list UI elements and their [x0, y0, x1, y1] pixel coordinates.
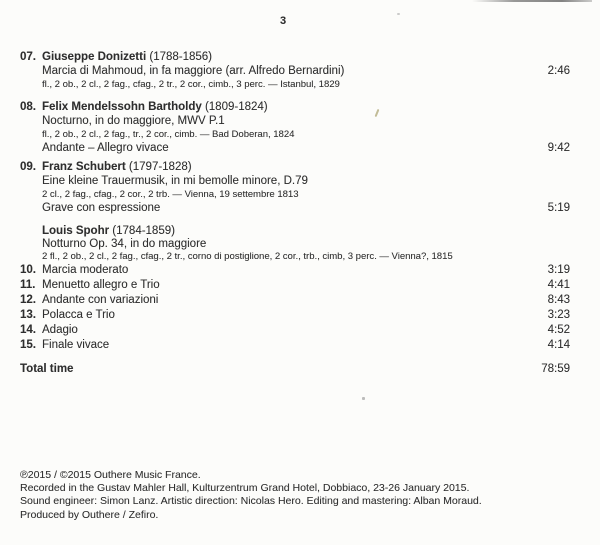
scan-speck: [362, 397, 365, 400]
movement-title: Andante con variazioni: [42, 294, 159, 306]
track-section-07: [20, 50, 570, 91]
composer-line: [20, 160, 570, 174]
movement-title: Finale vivace: [42, 339, 110, 351]
track-duration: 3:19: [547, 264, 570, 276]
movement-title: Marcia moderato: [42, 264, 129, 276]
track-section-08: [20, 100, 570, 155]
movement-row: [20, 338, 570, 353]
credits-block: [20, 469, 570, 522]
work-title-line: [20, 174, 570, 188]
composer-dates: (1784-1859): [112, 225, 175, 237]
composer-and-dates: [42, 225, 175, 238]
movement-row: [20, 323, 570, 338]
track-number: 09.: [20, 161, 36, 173]
movement-list: [20, 263, 570, 353]
movement-row: [20, 308, 570, 323]
work-title: Notturno Op. 34, in do maggiore: [42, 238, 207, 250]
track-duration: 8:43: [547, 294, 570, 306]
work-instrumentation: 2 fl., 2 ob., 2 cl., 2 fag., cfag., 2 tr., corno di postiglione, 2 cor., trb., cimb, 3 perc. — Vienna?, 1815: [42, 251, 453, 262]
work-title-line: [20, 64, 570, 78]
work-instrumentation: fl., 2 ob., 2 cl., 2 fag., tr., 2 cor., cimb. — Bad Doberan, 1824: [42, 129, 295, 140]
scan-smudge-artifact: [472, 0, 592, 2]
movement-row: [20, 278, 570, 293]
track-number: 12.: [20, 294, 36, 306]
instrumentation-line: [20, 251, 570, 263]
work-title: Nocturno, in do maggiore, MWV P.1: [42, 115, 225, 127]
track-duration: 3:23: [547, 309, 570, 321]
track-number: 11.: [20, 279, 36, 291]
instrumentation-line: [20, 188, 570, 201]
track-section-09: [20, 160, 570, 215]
tempo-line: [20, 201, 570, 215]
track-duration: 4:52: [547, 324, 570, 336]
composer-line: [20, 225, 570, 238]
page-number: 3: [279, 15, 287, 27]
composer-line: [20, 100, 570, 114]
track-number: 10.: [20, 264, 36, 276]
track-number: 15.: [20, 339, 36, 351]
composer-name: Felix Mendelssohn Bartholdy: [42, 101, 202, 113]
track-number: 07.: [20, 51, 36, 63]
movement-title: Adagio: [42, 324, 78, 336]
work-title-line: [20, 238, 570, 251]
track-duration: 5:19: [547, 202, 570, 214]
composer-dates: (1809-1824): [204, 101, 268, 113]
track-number: 08.: [20, 101, 36, 113]
credits-producer-line: Produced by Outhere / Zefiro.: [20, 508, 159, 521]
track-duration: 2:46: [547, 65, 570, 77]
total-time-label: Total time: [20, 363, 74, 375]
movement-row: [20, 263, 570, 278]
instrumentation-line: [20, 78, 570, 91]
composer-and-dates: [42, 160, 192, 174]
tempo-line: [20, 141, 570, 155]
work-instrumentation: 2 cl., 2 fag., cfag., 2 cor., 2 trb. — Vienna, 19 settembre 1813: [42, 189, 299, 200]
credits-engineering-line: Sound engineer: Simon Lanz. Artistic direction: Nicolas Hero. Editing and mastering: Alban Moraud.: [20, 495, 482, 508]
movement-title: Polacca e Trio: [42, 309, 115, 321]
track-number: 13.: [20, 309, 36, 321]
work-title-line: [20, 114, 570, 128]
credits-copyright-line: ℗2015 / ©2015 Outhere Music France.: [20, 469, 201, 481]
composer-name: Franz Schubert: [42, 161, 126, 173]
composer-and-dates: [42, 50, 212, 64]
instrumentation-line: [20, 128, 570, 141]
composer-name: Giuseppe Donizetti: [42, 51, 147, 63]
track-section-spohr: [20, 225, 570, 353]
total-time-row: [20, 362, 570, 376]
track-duration: 9:42: [547, 142, 570, 154]
total-time-value: 78:59: [541, 363, 570, 375]
movement-title: Menuetto allegro e Trio: [42, 279, 160, 291]
composer-dates: (1788-1856): [149, 51, 213, 63]
track-number: 14.: [20, 324, 36, 336]
credits-recording-line: Recorded in the Gustav Mahler Hall, Kulturzentrum Grand Hotel, Dobbiaco, 23-26 January 2015.: [20, 482, 470, 495]
work-title: Eine kleine Trauermusik, in mi bemolle minore, D.79: [42, 175, 308, 187]
movement-row: [20, 293, 570, 308]
composer-name: Louis Spohr: [42, 225, 110, 237]
tempo-marking: Grave con espressione: [42, 202, 161, 214]
composer-dates: (1797-1828): [128, 161, 192, 173]
track-duration: 4:14: [547, 339, 570, 351]
work-instrumentation: fl., 2 ob., 2 cl., 2 fag., cfag., 2 tr., 2 cor., cimb., 3 perc. — Istanbul, 1829: [42, 79, 340, 90]
tempo-marking: Andante – Allegro vivace: [42, 142, 169, 154]
composer-line: [20, 50, 570, 64]
work-title: Marcia di Mahmoud, in fa maggiore (arr. Alfredo Bernardini): [42, 65, 345, 77]
composer-and-dates: [42, 100, 268, 114]
track-duration: 4:41: [547, 279, 570, 291]
